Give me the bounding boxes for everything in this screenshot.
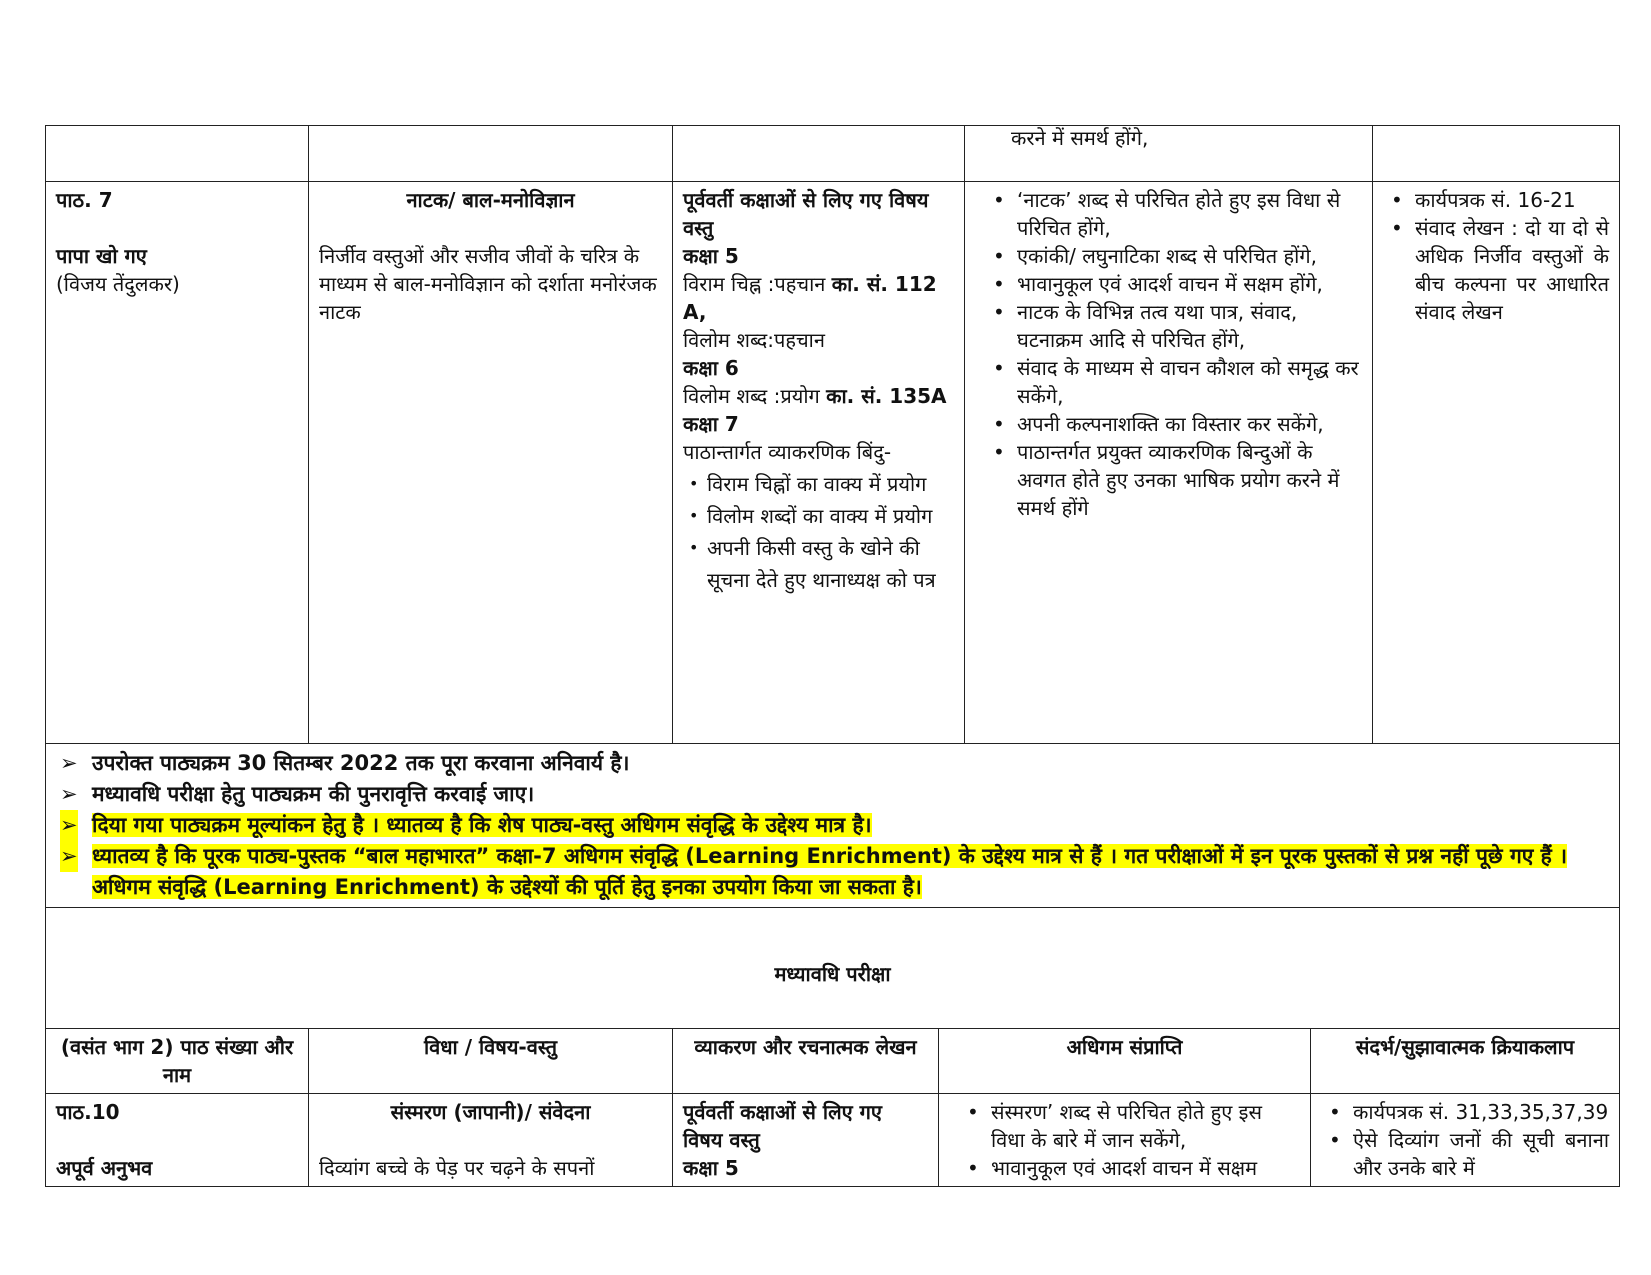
list-item: • पाठान्तर्गत प्रयुक्त व्याकरणिक बिन्दुओं के अवगत होते हुए उनका भाषिक प्रयोग करने में समर्थ होंगे — [1017, 438, 1362, 522]
class-5-label: कक्षा 5 — [683, 1156, 739, 1180]
syllabus-page — [45, 125, 1619, 1187]
note-text-highlighted: ध्यातव्य है कि पूरक पाठ्य-पुस्तक “बाल महाभारत” कक्षा-7 अधिगम संवृद्धि (Learning Enrichment) के उद्देश्य मात्र से हैं । गत परीक्षाओं में इन पूरक पुस्तकों से प्रश्न नहीं पूछे गए हैं । अधिगम संवृद्धि (Learning Enrichment) के उद्देश्यों की पूर्ति हेतु इनका उपयोग किया जा सकता है। — [92, 844, 1568, 899]
list-item: • संवाद लेखन : दो या दो से अधिक निर्जीव वस्तुओं के बीच कल्पना पर आधारित संवाद लेखन — [1415, 214, 1609, 326]
note-4 — [56, 841, 1609, 903]
list-item: • भावानुकूल एवं आदर्श वाचन में सक्षम — [991, 1154, 1300, 1182]
grammar-heading: पूर्ववर्ती कक्षाओं से लिए गए विषय वस्तु — [683, 1100, 882, 1152]
lesson-title: अपूर्व अनुभव — [56, 1156, 153, 1180]
section-title-row — [46, 908, 1620, 1029]
list-item: • संस्मरण’ शब्द से परिचित होते हुए इस विधा के बारे में जान सकेंगे, — [991, 1098, 1300, 1154]
header-activities: संदर्भ/सुझावात्मक क्रियाकलाप — [1311, 1029, 1620, 1094]
activities-cell — [1311, 1094, 1620, 1187]
class-7-line-1: पाठान्तार्गत व्याकरणिक बिंदु- — [683, 440, 892, 464]
genre-cell — [309, 182, 673, 744]
table-row-lesson-7 — [46, 182, 1620, 744]
class-7-list — [683, 468, 954, 596]
notes-row — [46, 744, 1620, 908]
empty-cell — [1373, 126, 1620, 182]
arrow-bullet-icon: ➢ — [60, 751, 78, 775]
lesson-cell — [46, 182, 309, 744]
genre-description: दिव्यांग बच्चे के पेड़ पर चढ़ने के सपनों — [319, 1156, 595, 1180]
class-5-line-1-text: विराम चिह्न :पहचान — [683, 272, 832, 296]
empty-cell — [309, 126, 673, 182]
header-lesson: (वसंत भाग 2) पाठ संख्या और नाम — [46, 1029, 309, 1094]
genre-description: निर्जीव वस्तुओं और सजीव जीवों के चरित्र के माध्यम से बाल-मनोविज्ञान को दर्शाता मनोरंजक नाटक — [319, 244, 657, 324]
note-text: उपरोक्त पाठ्यक्रम 30 सितम्बर 2022 तक पूरा करवाना अनिवार्य है। — [92, 751, 630, 775]
genre-title: नाटक/ बाल-मनोविज्ञान — [406, 188, 575, 212]
header-genre: विधा / विषय-वस्तु — [309, 1029, 673, 1094]
syllabus-table-lower — [45, 1028, 1620, 1187]
list-item: • कार्यपत्रक सं. 31,33,35,37,39 — [1353, 1098, 1609, 1126]
list-item: • विलोम शब्दों का वाक्य में प्रयोग — [707, 500, 954, 532]
list-item: • कार्यपत्रक सं. 16-21 — [1415, 186, 1609, 214]
note-1 — [56, 748, 1609, 779]
activities-cell — [1373, 182, 1620, 744]
header-grammar: व्याकरण और रचनात्मक लेखन — [673, 1029, 939, 1094]
grammar-cell — [673, 182, 965, 744]
lesson-author: (विजय तेंदुलकर) — [56, 272, 180, 296]
note-3 — [56, 810, 1609, 841]
arrow-bullet-icon: ➢ — [60, 810, 78, 841]
list-item: • भावानुकूल एवं आदर्श वाचन में सक्षम होंगे, — [1017, 270, 1362, 298]
outcomes-cell — [965, 182, 1373, 744]
class-5-line-2: विलोम शब्द:पहचान — [683, 328, 825, 352]
list-item: • अपनी किसी वस्तु के खोने की सूचना देते हुए थानाध्यक्ष को पत्र — [707, 532, 954, 596]
activities-list — [1387, 186, 1609, 326]
table-header-row — [46, 1029, 1620, 1094]
outcomes-cell — [939, 1094, 1311, 1187]
list-item: • ‘नाटक’ शब्द से परिचित होते हुए इस विधा से परिचित होंगे, — [1017, 186, 1362, 242]
class-6-label: कक्षा 6 — [683, 356, 739, 380]
outcomes-list — [989, 186, 1362, 522]
note-text-highlighted: दिया गया पाठ्यक्रम मूल्यांकन हेतु है । ध्यातव्य है कि शेष पाठ्य-वस्तु अधिगम संवृद्धि के उद्देश्य मात्र है। — [92, 813, 872, 837]
grammar-cell — [673, 1094, 939, 1187]
class-5-line-1 — [683, 270, 954, 326]
header-outcomes: अधिगम संप्राप्ति — [939, 1029, 1311, 1094]
table-row — [46, 126, 1620, 182]
note-text: मध्यावधि परीक्षा हेतु पाठ्यक्रम की पुनरावृत्ति करवाई जाए। — [92, 782, 535, 806]
list-item: • ऐसे दिव्यांग जनों की सूची बनाना और उनके बारे में — [1353, 1126, 1609, 1182]
list-item: • एकांकी/ लघुनाटिका शब्द से परिचित होंगे, — [1017, 242, 1362, 270]
section-title-cell — [46, 908, 1620, 1029]
outcome-tail — [965, 126, 1373, 182]
activities-list — [1325, 1098, 1609, 1182]
class-6-line-1-text: विलोम शब्द :प्रयोग — [683, 384, 827, 408]
list-item: • नाटक के विभिन्न तत्व यथा पात्र, संवाद, घटनाक्रम आदि से परिचित होंगे, — [1017, 298, 1362, 354]
grammar-heading: पूर्ववर्ती कक्षाओं से लिए गए विषय वस्तु — [683, 188, 929, 240]
empty-cell — [46, 126, 309, 182]
arrow-bullet-icon: ➢ — [60, 782, 78, 806]
outcome-tail-text: करने में समर्थ होंगे, — [1011, 126, 1149, 150]
class-7-label: कक्षा 7 — [683, 412, 739, 436]
lesson-number: पाठ. 7 — [56, 188, 113, 212]
arrow-bullet-icon: ➢ — [60, 841, 78, 872]
notes-cell — [46, 744, 1620, 908]
class-6-ref: का. सं. 135A — [826, 384, 947, 408]
lesson-cell — [46, 1094, 309, 1187]
class-5-ref: का. सं. 112 A, — [683, 272, 937, 324]
class-6-line-1 — [683, 382, 954, 410]
lesson-number: पाठ.10 — [56, 1100, 120, 1124]
genre-title: संस्मरण (जापानी)/ संवेदना — [390, 1100, 591, 1124]
empty-cell — [673, 126, 965, 182]
list-item: • विराम चिह्नों का वाक्य में प्रयोग — [707, 468, 954, 500]
section-title: मध्यावधि परीक्षा — [774, 962, 891, 986]
syllabus-table-upper — [45, 125, 1620, 1029]
lesson-title: पापा खो गए — [56, 244, 147, 268]
list-item: • अपनी कल्पनाशक्ति का विस्तार कर सकेंगे, — [1017, 410, 1362, 438]
genre-cell — [309, 1094, 673, 1187]
note-2 — [56, 779, 1609, 810]
class-5-label: कक्षा 5 — [683, 244, 739, 268]
table-row-lesson-10 — [46, 1094, 1620, 1187]
list-item: • संवाद के माध्यम से वाचन कौशल को समृद्ध कर सकेंगे, — [1017, 354, 1362, 410]
outcomes-list — [963, 1098, 1300, 1182]
